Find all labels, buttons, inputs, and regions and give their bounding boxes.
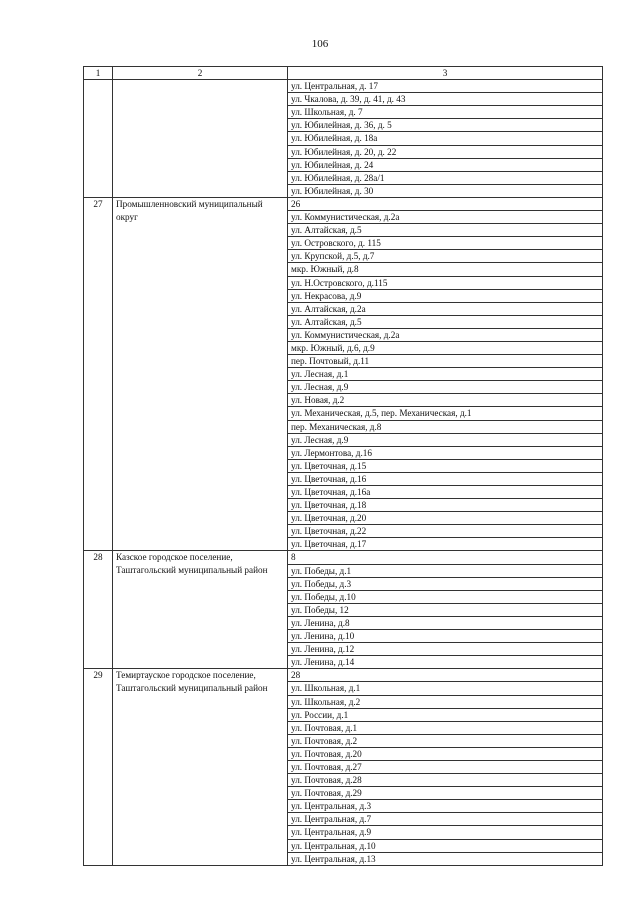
address-cell: ул. Юбилейная, д. 30 [288,184,603,197]
table-row [84,80,603,93]
address-cell: ул. Алтайская, д.2а [288,302,603,315]
table-row [84,669,603,682]
municipality-name: Казское городское поселение, Таштагольский муниципальный район [113,551,288,669]
address-cell: ул. Центральная, д.10 [288,839,603,852]
header-col-number: 1 [84,67,113,80]
address-cell: ул. Школьная, д.1 [288,682,603,695]
municipality-name [113,80,288,198]
group-number: 27 [84,197,113,551]
address-cell: мкр. Южный, д.6, д.9 [288,341,603,354]
header-col-name: 2 [113,67,288,80]
address-cell: ул. Некрасова, д.9 [288,289,603,302]
address-cell: ул. Новая, д.2 [288,394,603,407]
address-cell: ул. Центральная, д. 17 [288,80,603,93]
group-number [84,80,113,198]
address-cell: ул. Почтовая, д.2 [288,734,603,747]
address-cell: ул. Механическая, д.5, пер. Механическая, д.1 [288,407,603,420]
address-count: 26 [288,197,603,210]
address-cell: ул. Юбилейная, д. 20, д. 22 [288,145,603,158]
address-cell: ул. Цветочная, д.22 [288,525,603,538]
address-count: 28 [288,669,603,682]
address-cell: ул. Почтовая, д.1 [288,721,603,734]
address-cell: ул. Цветочная, д.16а [288,486,603,499]
address-cell: ул. Лесная, д.9 [288,381,603,394]
address-cell: ул. Школьная, д.2 [288,695,603,708]
address-cell: ул. Центральная, д.13 [288,852,603,865]
address-cell: ул. Победы, д.10 [288,590,603,603]
group-number: 28 [84,551,113,669]
address-cell: ул. Почтовая, д.29 [288,787,603,800]
group-number: 29 [84,669,113,865]
address-cell: ул. Почтовая, д.28 [288,774,603,787]
address-cell: ул. Крупской, д.5, д.7 [288,250,603,263]
table-row [84,551,603,564]
address-cell: ул. Юбилейная, д. 36, д. 5 [288,119,603,132]
address-cell: ул. Юбилейная, д. 28а/1 [288,171,603,184]
address-count: 8 [288,551,603,564]
table-row [84,197,603,210]
page-number: 106 [311,38,329,50]
address-cell: ул. Островского, д. 115 [288,237,603,250]
address-cell: ул. Лесная, д.9 [288,433,603,446]
municipality-name: Промышленновский муниципальный округ [113,197,288,551]
address-cell: ул. Победы, д.3 [288,577,603,590]
table-header-row [84,67,603,80]
address-cell: ул. Коммунистическая, д.2а [288,328,603,341]
address-cell: ул. Почтовая, д.27 [288,760,603,773]
address-cell: ул. Лесная, д.1 [288,368,603,381]
address-cell: ул. Победы, д.1 [288,564,603,577]
address-cell: мкр. Южный, д.8 [288,263,603,276]
address-cell: ул. Ленина, д.12 [288,643,603,656]
address-cell: ул. Ленина, д.8 [288,616,603,629]
address-cell: ул. Алтайская, д.5 [288,224,603,237]
address-cell: ул. Ленина, д.14 [288,656,603,669]
address-cell: ул. Центральная, д.9 [288,826,603,839]
address-cell: ул. Школьная, д. 7 [288,106,603,119]
address-cell: ул. Цветочная, д.15 [288,459,603,472]
address-table [83,66,603,866]
address-cell: ул. Алтайская, д.5 [288,315,603,328]
address-cell: ул. Цветочная, д.16 [288,472,603,485]
address-cell: ул. Цветочная, д.17 [288,538,603,551]
address-cell: ул. Центральная, д.3 [288,800,603,813]
address-cell: ул. Ленина, д.10 [288,630,603,643]
address-cell: ул. Юбилейная, д. 24 [288,158,603,171]
municipality-name: Темиртауское городское поселение, Таштагольский муниципальный район [113,669,288,865]
address-cell: ул. Юбилейная, д. 18а [288,132,603,145]
address-cell: ул. Н.Островского, д.115 [288,276,603,289]
address-cell: ул. Цветочная, д.18 [288,499,603,512]
address-cell: пер. Механическая, д.8 [288,420,603,433]
address-cell: ул. Цветочная, д.20 [288,512,603,525]
address-cell: ул. России, д.1 [288,708,603,721]
header-col-addresses: 3 [288,67,603,80]
address-cell: пер. Почтовый, д.11 [288,355,603,368]
address-cell: ул. Почтовая, д.20 [288,747,603,760]
address-cell: ул. Центральная, д.7 [288,813,603,826]
address-cell: ул. Чкалова, д. 39, д. 41, д. 43 [288,93,603,106]
address-table-body [84,67,603,866]
address-cell: ул. Лермонтова, д.16 [288,446,603,459]
address-cell: ул. Коммунистическая, д.2а [288,211,603,224]
address-cell: ул. Победы, 12 [288,603,603,616]
